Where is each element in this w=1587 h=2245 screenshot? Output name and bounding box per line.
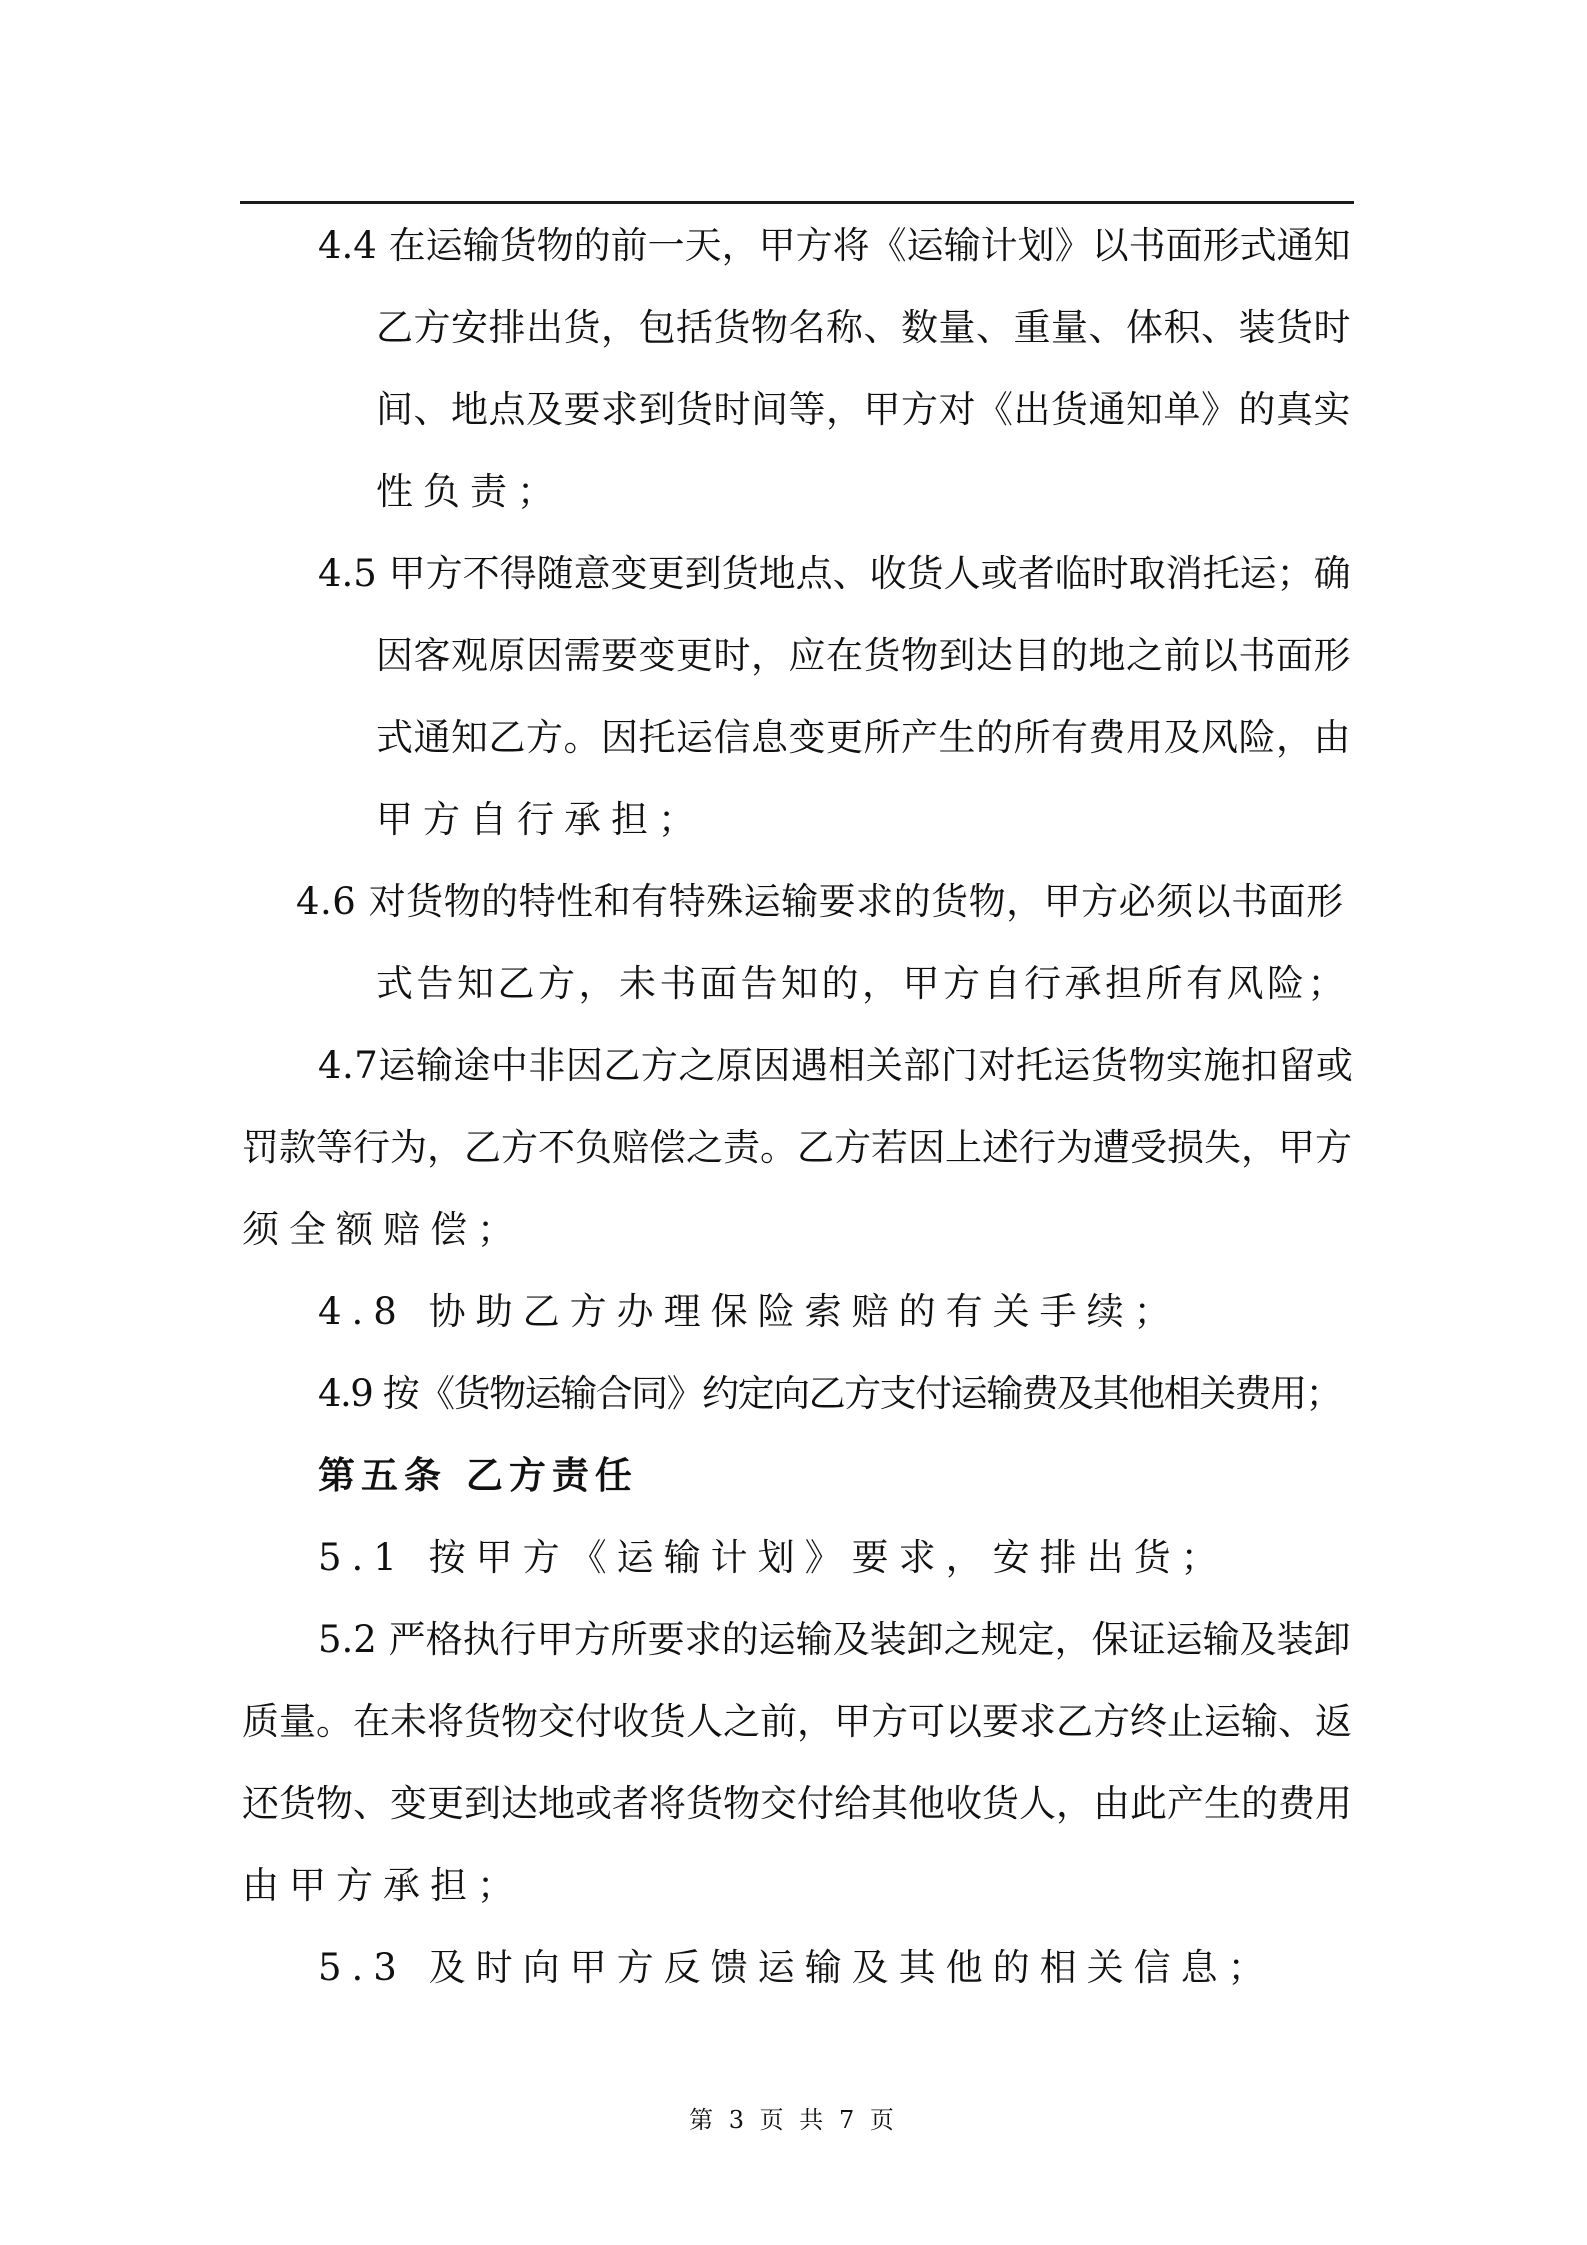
clause-5-2-line-4: 由甲方承担； — [242, 1864, 524, 1907]
page-number-footer: 第 3 页 共 7 页 — [689, 2106, 898, 2134]
clause-4-5-line-2: 因客观原因需要变更时，应在货物到达目的地之前以书面形 — [376, 634, 1351, 677]
clause-5-2-line-3: 还货物、变更到达地或者将货物交付给其他收货人，由此产生的费用 — [242, 1782, 1352, 1825]
header-rule — [240, 201, 1354, 204]
clause-4-4-line-4: 性负责； — [376, 470, 564, 513]
clause-5-2-line-1: 5.2 严格执行甲方所要求的运输及装卸之规定，保证运输及装卸 — [318, 1618, 1351, 1661]
clause-5-2-line-2: 质量。在未将货物交付收货人之前，甲方可以要求乙方终止运输、返 — [242, 1700, 1352, 1743]
clause-4-8-line-1: 4.8 协助乙方办理保险索赔的有关手续； — [318, 1290, 1181, 1333]
clause-5-3-line-1: 5.3 及时向甲方反馈运输及其他的相关信息； — [318, 1946, 1275, 1989]
clause-4-7-line-1: 4.7运输途中非因乙方之原因遇相关部门对托运货物实施扣留或 — [318, 1044, 1354, 1087]
article-5-heading: 第五条 乙方责任 — [318, 1454, 638, 1497]
clause-4-5-line-3: 式通知乙方。因托运信息变更所产生的所有费用及风险，由 — [376, 716, 1351, 759]
clause-4-7-line-3: 须全额赔偿； — [242, 1208, 524, 1251]
clause-4-4-line-1: 4.4 在运输货物的前一天，甲方将《运输计划》以书面形式通知 — [318, 224, 1351, 267]
clause-4-9-line-1: 4.9 按《货物运输合同》约定向乙方支付运输费及其他相关费用； — [318, 1372, 1342, 1415]
clause-4-4-line-2: 乙方安排出货，包括货物名称、数量、重量、体积、装货时 — [376, 306, 1351, 349]
clause-5-1-line-1: 5.1 按甲方《运输计划》要求，安排出货； — [318, 1536, 1228, 1579]
clause-4-4-line-3: 间、地点及要求到货时间等，甲方对《出货通知单》的真实 — [376, 388, 1351, 431]
clause-4-5-line-4: 甲方自行承担； — [376, 798, 705, 841]
clause-4-5-line-1: 4.5 甲方不得随意变更到货地点、收货人或者临时取消托运；确 — [318, 552, 1351, 595]
clause-4-7-line-2: 罚款等行为，乙方不负赔偿之责。乙方若因上述行为遭受损失，甲方 — [242, 1126, 1352, 1169]
clause-4-6-line-2: 式告知乙方，未书面告知的，甲方自行承担所有风险； — [376, 962, 1348, 1005]
clause-4-6-line-1: 4.6 对货物的特性和有特殊运输要求的货物，甲方必须以书面形 — [296, 880, 1344, 923]
